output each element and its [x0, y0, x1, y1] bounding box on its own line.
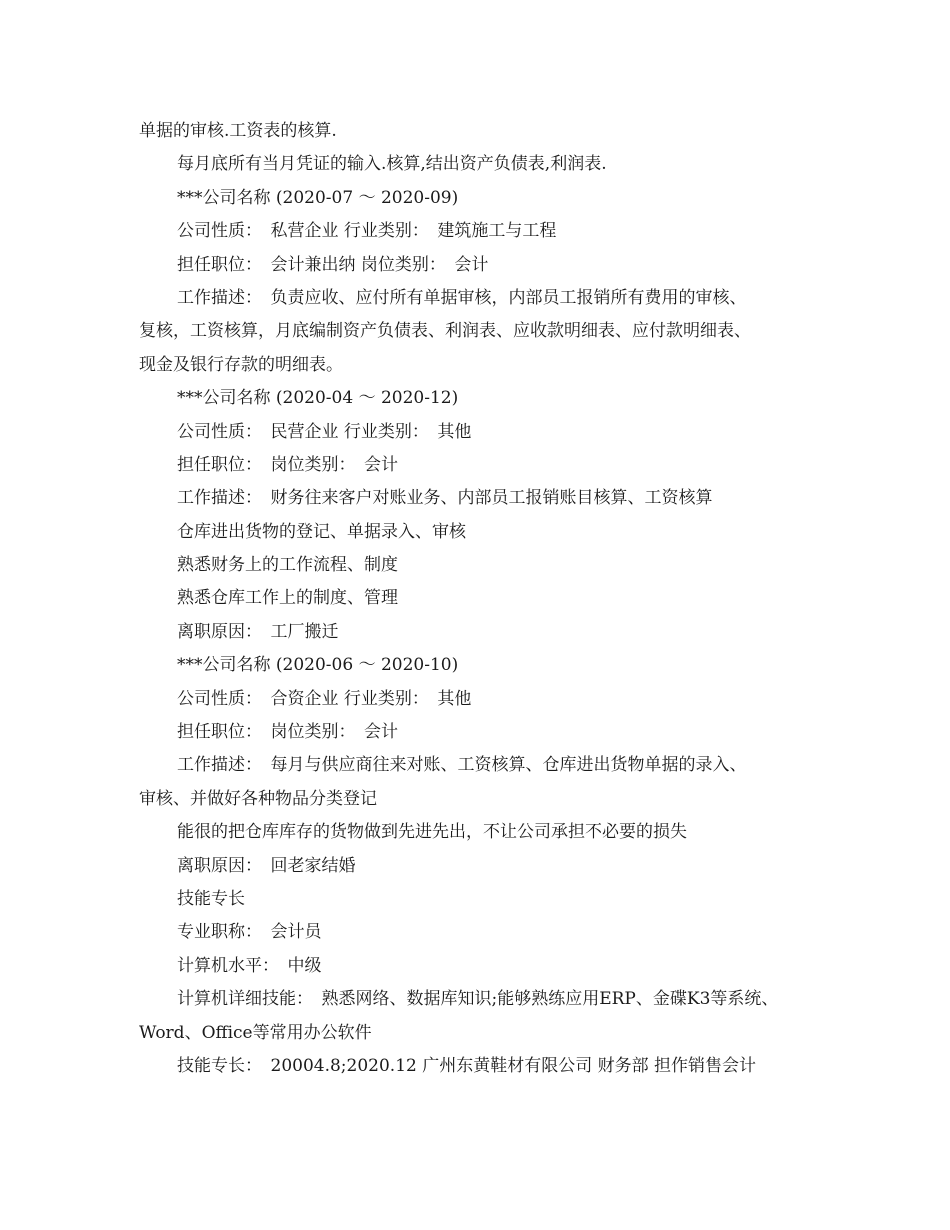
- text-line: 技能专长: [177, 888, 245, 909]
- text-line: 专业职称： 会计员: [177, 922, 322, 943]
- text-line: 工作描述： 财务往来客户对账业务、内部员工报销账目核算、工资核算: [177, 488, 713, 509]
- text-line: 计算机水平： 中级: [177, 955, 322, 976]
- text-line: Word、Office等常用办公软件: [139, 1022, 372, 1043]
- text-line: 工作描述： 每月与供应商往来对账、工资核算、仓库进出货物单据的录入、: [177, 755, 747, 776]
- text-line: 工作描述： 负责应收、应付所有单据审核，内部员工报销所有费用的审核、: [177, 287, 747, 308]
- text-line: 公司性质： 合资企业 行业类别： 其他: [177, 688, 472, 709]
- text-line: 每月底所有当月凭证的输入.核算,结出资产负债表,利润表.: [177, 154, 607, 175]
- text-line: 担任职位： 会计兼出纳 岗位类别： 会计: [177, 254, 489, 275]
- text-line: 能很的把仓库库存的货物做到先进先出，不让公司承担不必要的损失: [177, 822, 687, 843]
- text-line: 熟悉财务上的工作流程、制度: [177, 555, 398, 576]
- text-line: 仓库进出货物的登记、单据录入、审核: [177, 521, 466, 542]
- text-line: 公司性质： 私营企业 行业类别： 建筑施工与工程: [177, 221, 557, 242]
- text-line: 担任职位： 岗位类别： 会计: [177, 454, 398, 475]
- text-line: 离职原因： 回老家结婚: [177, 855, 356, 876]
- text-line: 计算机详细技能： 熟悉网络、数据库知识;能够熟练应用ERP、金碟K3等系统、: [177, 989, 779, 1010]
- text-line: 复核，工资核算，月底编制资产负债表、利润表、应收款明细表、应付款明细表、: [139, 321, 751, 342]
- text-line: 担任职位： 岗位类别： 会计: [177, 722, 398, 743]
- text-line: ***公司名称 (2020-04 ～ 2020-12): [177, 388, 459, 409]
- text-line: 现金及银行存款的明细表。: [139, 354, 343, 375]
- text-line: 熟悉仓库工作上的制度、管理: [177, 588, 398, 609]
- text-line: ***公司名称 (2020-06 ～ 2020-10): [177, 655, 459, 676]
- text-line: ***公司名称 (2020-07 ～ 2020-09): [177, 187, 459, 208]
- text-line: 审核、并做好各种物品分类登记: [139, 788, 377, 809]
- document-body: [139, 115, 829, 1083]
- text-line: 单据的审核.工资表的核算.: [139, 121, 337, 141]
- text-line: 公司性质： 民营企业 行业类别： 其他: [177, 421, 472, 442]
- text-line: 离职原因： 工厂搬迁: [177, 621, 339, 642]
- text-line: 技能专长： 20004.8;2020.12 广州东黄鞋材有限公司 财务部 担作销售会计: [177, 1055, 757, 1076]
